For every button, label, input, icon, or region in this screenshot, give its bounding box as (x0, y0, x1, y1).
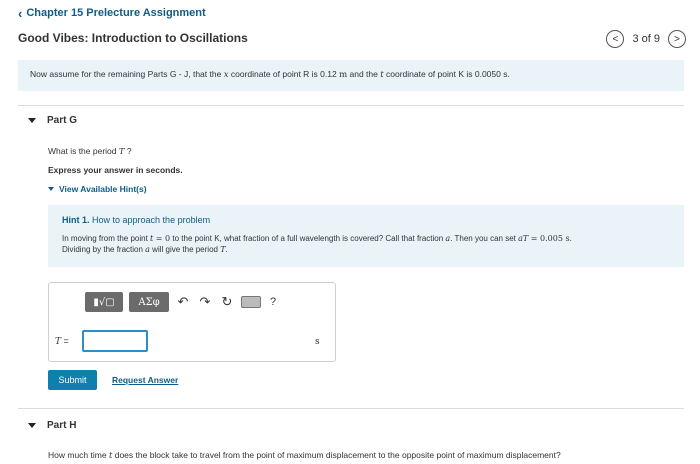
part-h-label: Part H (47, 420, 77, 431)
hint-box (48, 205, 684, 267)
chevron-left-icon: ‹ (18, 5, 23, 21)
part-g-question (48, 146, 132, 157)
question-var: t (108, 451, 113, 461)
caret-down-icon (28, 118, 36, 123)
hint-text: . (569, 234, 572, 243)
part-h-question (48, 450, 561, 461)
submit-button[interactable]: Submit (48, 370, 97, 390)
view-hints-label: View Available Hint(s) (59, 184, 147, 194)
hint-text: . (225, 245, 228, 254)
hint-var: a (145, 245, 150, 254)
hint-text: In moving from the point (62, 234, 151, 243)
question-text: ? (124, 146, 132, 156)
back-link[interactable] (18, 7, 206, 19)
answer-unit: s (315, 337, 320, 347)
banner-unit: m (339, 70, 348, 80)
caret-down-icon (28, 423, 36, 428)
part-h-header[interactable] (28, 420, 76, 431)
request-answer-link[interactable]: Request Answer (112, 375, 179, 385)
divider (18, 105, 684, 106)
caret-down-icon (48, 187, 54, 191)
hint-var: T (220, 245, 226, 254)
answer-eq: = (61, 336, 69, 346)
hint-var: aT (518, 234, 529, 243)
redo-icon[interactable]: ↷ (199, 294, 211, 309)
chevron-right-icon: > (674, 33, 680, 45)
part-g-header[interactable] (28, 115, 77, 126)
hint-math: = 0.005 s (528, 234, 570, 243)
pagination (606, 30, 686, 48)
hint-body (62, 233, 670, 255)
answer-var: T (55, 337, 62, 347)
answer-label (55, 336, 69, 347)
question-text: What is the period (48, 146, 119, 156)
fraction-template-icon[interactable]: ▮√▢ (85, 292, 123, 312)
hint-math: = 0 (153, 234, 171, 243)
hint-text: Dividing by the fraction (62, 245, 146, 254)
banner-text: coordinate of point R is 0.12 (228, 69, 340, 79)
hint-title (62, 215, 670, 225)
math-toolbar (85, 292, 279, 312)
previous-button[interactable] (606, 30, 624, 48)
keyboard-icon[interactable] (241, 296, 261, 308)
undo-icon[interactable]: ↶ (177, 294, 189, 309)
question-text: How much time (48, 450, 109, 460)
divider (18, 408, 684, 409)
hint-text: . Then you can set (450, 234, 519, 243)
hint-var: a (445, 234, 451, 243)
hint-var: t (150, 234, 154, 243)
next-button[interactable] (668, 30, 686, 48)
question-text: does the block take to travel from the point of maximum displacement to the opposite point of maximum displacement? (112, 450, 561, 460)
banner-text: coordinate of point K is 0.0050 s. (383, 69, 510, 79)
page-indicator: 3 of 9 (632, 33, 660, 45)
hint-number: Hint 1. (62, 215, 90, 225)
view-hints-toggle[interactable] (48, 184, 147, 194)
back-link-label: Chapter 15 Prelecture Assignment (26, 7, 206, 19)
part-g-instruction: Express your answer in seconds. (48, 165, 183, 175)
help-button[interactable]: ? (269, 296, 277, 308)
banner-t-var: t (380, 70, 384, 80)
banner-text: Now assume for the remaining Parts G - J, that the (30, 69, 224, 79)
chevron-left-icon: < (612, 33, 619, 45)
page-title: Good Vibes: Introduction to Oscillations (18, 31, 248, 45)
hint-text: will give the period (149, 245, 221, 254)
part-g-label: Part G (47, 115, 78, 126)
instructions-banner (18, 60, 684, 91)
hint-title-text: How to approach the problem (89, 215, 211, 225)
banner-x-var: x (223, 70, 229, 80)
hint-text: to the point K, what fraction of a full wavelength is covered? Call that fraction (170, 234, 446, 243)
question-var: T (118, 147, 125, 157)
answer-input[interactable] (82, 330, 148, 352)
banner-text: and the (347, 69, 381, 79)
reset-icon[interactable]: ↻ (221, 294, 233, 309)
greek-symbols-button[interactable]: ΑΣφ (129, 292, 169, 312)
